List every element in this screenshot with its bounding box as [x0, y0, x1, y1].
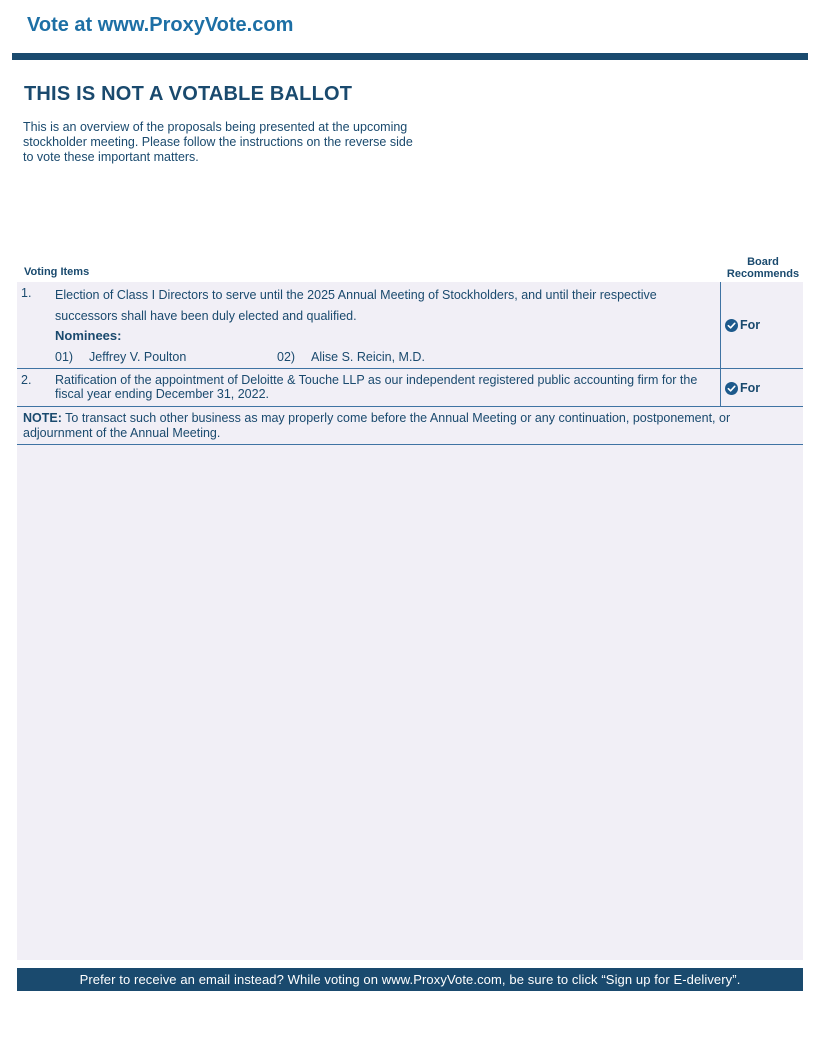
item-2-recommendation — [725, 381, 760, 395]
row-divider-1 — [17, 368, 803, 369]
intro-paragraph: This is an overview of the proposals being presented at the upcoming stockholder meeting. Please follow the instructions on the reverse side to vote these important matters. — [23, 120, 413, 164]
item-1-text: Election of Class I Directors to serve until the 2025 Annual Meeting of Stockholders, and until their respective successors shall have been duly elected and qualified. — [55, 288, 657, 323]
check-circle-icon — [725, 382, 738, 395]
note-text — [23, 411, 795, 441]
item-2-number: 2. — [21, 373, 32, 387]
item-1-recommendation — [725, 318, 760, 332]
header-divider — [12, 53, 808, 60]
nominee-2-number: 02) — [277, 350, 296, 364]
row-divider-2 — [17, 406, 803, 407]
check-circle-icon — [725, 319, 738, 332]
footer-text: Prefer to receive an email instead? While voting on www.ProxyVote.com, be sure to click “Sign up for E-delivery”. — [79, 972, 741, 987]
voting-items-header: Voting Items — [24, 266, 90, 278]
board-recommends-header — [721, 256, 805, 280]
board-header-line2: Recommends — [726, 268, 800, 280]
nominee-2 — [277, 350, 425, 364]
nominee-1 — [55, 350, 186, 364]
nominees-label: Nominees: — [55, 328, 122, 343]
item-2-text: Ratification of the appointment of Deloitte & Touche LLP as our independent registered public accounting firm for the fiscal year ending December 31, 2022. — [55, 373, 698, 401]
item-1-recommendation-label: For — [740, 318, 761, 332]
nominee-1-name: Jeffrey V. Poulton — [89, 350, 187, 364]
nominee-2-name: Alise S. Reicin, M.D. — [311, 350, 425, 364]
board-column-divider — [720, 282, 721, 406]
item-1-number: 1. — [21, 286, 32, 300]
footer-banner — [17, 968, 803, 991]
page-title: THIS IS NOT A VOTABLE BALLOT — [24, 83, 353, 105]
nominee-1-number: 01) — [55, 350, 74, 364]
proxyvote-link[interactable]: Vote at www.ProxyVote.com — [27, 14, 294, 36]
note-label: NOTE: — [23, 411, 62, 425]
note-divider — [17, 444, 803, 445]
item-2-recommendation-label: For — [740, 381, 761, 395]
note-body: To transact such other business as may properly come before the Annual Meeting or any continuation, postponement, or adjournment of the Annual Meeting. — [23, 411, 731, 440]
board-header-line1: Board — [747, 256, 779, 268]
